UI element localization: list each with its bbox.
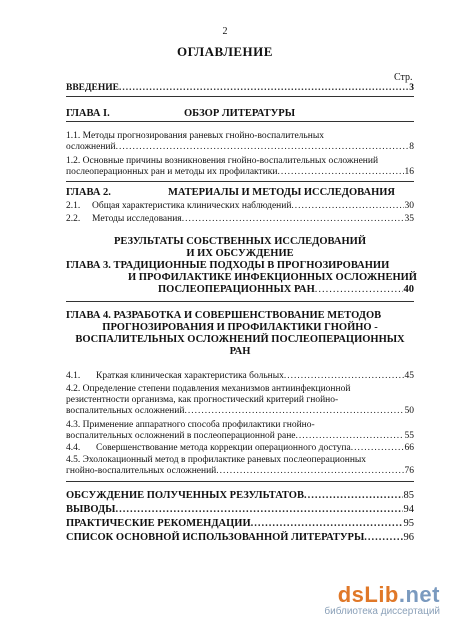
chapter-title: МАТЕРИАЛЫ И МЕТОДЫ ИССЛЕДОВАНИЯ bbox=[168, 187, 396, 198]
toc-entry-2-2[interactable] bbox=[66, 214, 414, 225]
toc-entry-number: 2.2. bbox=[66, 214, 81, 224]
toc-entry-number: 2.1. bbox=[66, 201, 81, 211]
toc-entry-text: 4.2. Определение степени подавления механизмов антиинфекционной bbox=[66, 384, 351, 394]
page-title: ОГЛАВЛЕНИЕ bbox=[177, 44, 273, 59]
toc-entry-number: 4.1. bbox=[66, 371, 81, 381]
toc-entry-1-1[interactable] bbox=[66, 131, 414, 153]
toc-entry-text: гнойно-воспалительных осложнений bbox=[66, 466, 217, 476]
leader-dots bbox=[364, 531, 402, 544]
toc-chapter-1[interactable] bbox=[66, 108, 414, 119]
chapter-title: ГЛАВА 4. РАЗРАБОТКА И СОВЕРШЕНСТВОВАНИЕ МЕТОДОВ bbox=[66, 310, 382, 321]
toc-entry-label: ВЫВОДЫ bbox=[66, 504, 116, 515]
chapter-title: ПОСЛЕОПЕРАЦИОННЫХ РАН bbox=[158, 284, 315, 295]
toc-entry-text: Краткая клиническая характеристика больных bbox=[96, 371, 284, 381]
chapter-title: ПРОГНОЗИРОВАНИЯ И ПРОФИЛАКТИКИ ГНОЙНО - bbox=[102, 322, 378, 333]
toc-entry-page: 8 bbox=[409, 142, 414, 152]
chapter-title: ГЛАВА 3. ТРАДИЦИОННЫЕ ПОДХОДЫ В ПРОГНОЗИРОВАНИИ bbox=[66, 260, 390, 271]
toc-entry-label: СПИСОК ОСНОВНОЙ ИСПОЛЬЗОВАННОЙ ЛИТЕРАТУРЫ bbox=[66, 532, 365, 543]
leader-dots bbox=[284, 371, 404, 382]
chapter-title: ВОСПАЛИТЕЛЬНЫХ ОСЛОЖНЕНИЙ ПОСЛЕОПЕРАЦИОННЫХ bbox=[75, 334, 405, 345]
leader-dots bbox=[296, 431, 404, 442]
toc-entry-4-4[interactable] bbox=[66, 443, 414, 454]
divider bbox=[66, 96, 414, 97]
toc-entry-text: осложнений bbox=[66, 142, 116, 152]
chapter-label: ГЛАВА 2. bbox=[66, 187, 111, 198]
toc-entry-text: 4.5. Эхолокационный метод в профилактике раневых послеоперационных bbox=[66, 455, 367, 465]
toc-entry-number: 4.4. bbox=[66, 443, 81, 453]
leader-dots bbox=[216, 466, 403, 477]
watermark-subtitle: библиотека диссертаций bbox=[324, 606, 440, 617]
toc-entry-page: 95 bbox=[403, 518, 414, 529]
toc-entry-text: 1.2. Основные причины возникновения гнойно-воспалительных осложнений bbox=[66, 156, 379, 166]
toc-chapter-4[interactable] bbox=[66, 310, 414, 358]
toc-entry-text: воспалительных осложнений bbox=[66, 406, 185, 416]
page-column-label: Стр. bbox=[394, 72, 413, 83]
toc-entry-label: ПРАКТИЧЕСКИЕ РЕКОМЕНДАЦИИ bbox=[66, 518, 251, 529]
leader-dots bbox=[184, 406, 403, 417]
toc-entry-4-3[interactable] bbox=[66, 420, 414, 442]
watermark-brand bbox=[324, 582, 440, 608]
divider bbox=[66, 481, 414, 482]
toc-entry-intro[interactable] bbox=[66, 83, 414, 94]
toc-entry-recommendations[interactable] bbox=[66, 517, 414, 530]
toc-entry-page: 30 bbox=[404, 201, 414, 211]
leader-dots bbox=[304, 489, 403, 502]
toc-entry-text: 1.1. Методы прогнозирования раневых гнойно-воспалительных bbox=[66, 131, 324, 141]
leader-dots bbox=[182, 214, 404, 225]
toc-entry-page: 45 bbox=[404, 371, 414, 381]
divider bbox=[66, 301, 414, 302]
toc-chapter-2[interactable] bbox=[66, 187, 414, 198]
toc-entry-4-1[interactable] bbox=[66, 371, 414, 382]
toc-entry-page: 94 bbox=[403, 504, 414, 515]
toc-entry-page: 55 bbox=[404, 431, 414, 441]
leader-dots bbox=[116, 503, 403, 516]
toc-entry-page: 3 bbox=[409, 83, 414, 93]
leader-dots bbox=[351, 443, 404, 454]
toc-entry-page: 40 bbox=[403, 284, 414, 295]
toc-entry-4-5[interactable] bbox=[66, 455, 414, 477]
toc-entry-page: 16 bbox=[404, 167, 414, 177]
toc-entry-text: Методы исследования bbox=[92, 214, 182, 224]
toc-entry-1-2[interactable] bbox=[66, 156, 414, 178]
watermark-brand-name: dsLib bbox=[337, 582, 399, 607]
section-header-line: И ИХ ОБСУЖДЕНИЕ bbox=[186, 248, 294, 259]
toc-entry-2-1[interactable] bbox=[66, 201, 414, 212]
watermark-brand-tld: .net bbox=[398, 582, 440, 607]
chapter-label: ГЛАВА I. bbox=[66, 108, 110, 119]
toc-chapter-3[interactable] bbox=[66, 260, 417, 296]
divider bbox=[66, 181, 414, 182]
toc-entry-page: 96 bbox=[403, 532, 414, 543]
section-header-line: РЕЗУЛЬТАТЫ СОБСТВЕННЫХ ИССЛЕДОВАНИЙ bbox=[114, 236, 366, 247]
toc-entry-text: послеоперационных ран и методы их профилактики bbox=[66, 167, 278, 177]
leader-dots bbox=[119, 83, 408, 94]
toc-entry-text: воспалительных осложнений в послеоперационной ране bbox=[66, 431, 296, 441]
toc-entry-label: ОБСУЖДЕНИЕ ПОЛУЧЕННЫХ РЕЗУЛЬТАТОВ bbox=[66, 490, 304, 501]
section-header-results bbox=[66, 236, 414, 260]
toc-entry-text: Общая характеристика клинических наблюдений bbox=[92, 201, 292, 211]
toc-entry-text: 4.3. Применение аппаратного способа профилактики гнойно- bbox=[66, 420, 315, 430]
toc-entry-page: 85 bbox=[403, 490, 414, 501]
toc-entry-page: 76 bbox=[404, 466, 414, 476]
toc-entry-page: 35 bbox=[404, 214, 414, 224]
leader-dots bbox=[315, 284, 403, 296]
toc-entry-text: Совершенствование метода коррекции операционного доступа bbox=[96, 443, 351, 453]
watermark-logo[interactable] bbox=[324, 582, 440, 617]
chapter-title: И ПРОФИЛАКТИКЕ ИНФЕКЦИОННЫХ ОСЛОЖНЕНИЙ bbox=[128, 272, 417, 283]
toc-entry-page: 66 bbox=[404, 443, 414, 453]
chapter-title: РАН bbox=[229, 346, 251, 357]
toc-entry-page: 50 bbox=[404, 406, 414, 416]
toc-entry-text: резистентности организма, как прогностический критерий гнойно- bbox=[66, 395, 339, 405]
chapter-title: ОБЗОР ЛИТЕРАТУРЫ bbox=[184, 108, 296, 119]
toc-entry-4-2[interactable] bbox=[66, 384, 414, 417]
leader-dots bbox=[277, 167, 403, 178]
toc-entry-label: ВВЕДЕНИЕ bbox=[66, 83, 119, 93]
toc-entry-references[interactable] bbox=[66, 531, 414, 544]
toc-entry-discussion[interactable] bbox=[66, 489, 414, 502]
leader-dots bbox=[291, 201, 403, 212]
leader-dots bbox=[251, 517, 403, 530]
page-number: 2 bbox=[222, 26, 228, 37]
divider bbox=[66, 121, 414, 122]
leader-dots bbox=[116, 142, 409, 153]
toc-entry-conclusions[interactable] bbox=[66, 503, 414, 516]
